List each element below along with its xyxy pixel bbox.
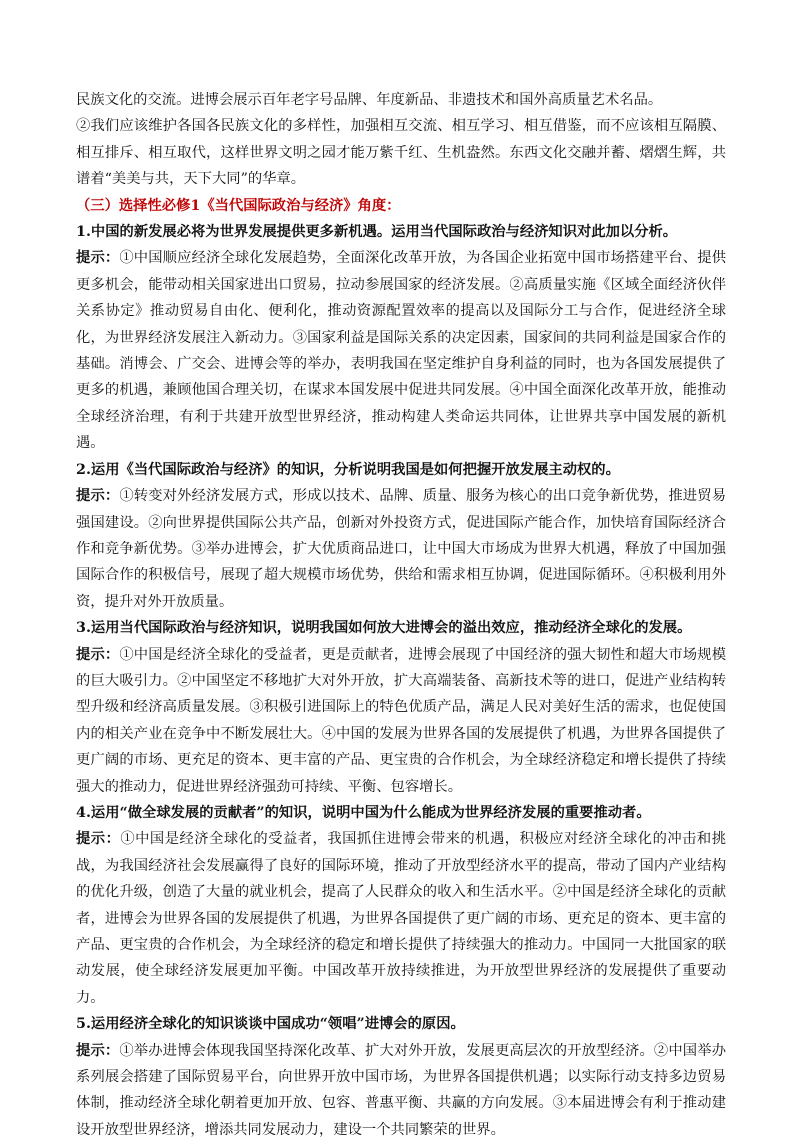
hint-label: 提示： (76, 1042, 120, 1059)
question-4-title: 4.运用“做全球发展的贡献者”的知识，说明中国为什么能成为世界经济发展的重要推动者。 (76, 804, 651, 821)
hint-label: 提示： (76, 831, 121, 848)
question-3-title: 3.运用当代国际政治与经济知识，说明我国如何放大进博会的溢出效应，推动经济全球化的发展。 (76, 620, 692, 637)
question-2-title: 2.运用《当代国际政治与经济》的知识，分析说明我国是如何把握开放发展主动权的。 (76, 461, 620, 478)
answer-text: ①举办进博会体现我国坚持深化改革、扩大对外开放，发展更高层次的开放型经济。②中国举办系列展会搭建了国际贸易平台，向世界开放中国市场，为世界各国提供机遇；以实际行动支持多边贸易体制，推动经济全球化朝着更加开放、包容、普惠平衡、共赢的方向发展。③本届进博会有利于推动建设开放型世界经济，增添共同发展动力，建设一个共同繁荣的世界。 (76, 1042, 726, 1138)
question-4-answer (76, 826, 726, 1011)
question-3-answer (76, 642, 726, 800)
intro-paragraph: ②我们应该维护各国各民族文化的多样性，加强相互交流、相互学习、相互借鉴，而不应该相互隔膜、相互排斥、相互取代，这样世界文明之园才能万紫千红、生机盎然。东西文化交融并蓄、熠熠生辉，共谱着“美美与共，天下大同”的华章。 (76, 118, 726, 188)
question-1-title: 1.中国的新发展必将为世界发展提供更多新机遇。运用当代国际政治与经济知识对此加以分析。 (76, 224, 678, 241)
question-5-title: 5.运用经济全球化的知识谈谈中国成功“领唱”进博会的原因。 (76, 1016, 465, 1033)
section-heading: （三）选择性必修1《当代国际政治与经济》角度： (76, 197, 401, 214)
answer-text: ①中国是经济全球化的受益者，更是贡献者，进博会展现了中国经济的强大韧性和超大市场规模的巨大吸引力。②中国坚定不移地扩大对外开放，扩大高端装备、高新技术等的进口，促进产业结构转型升级和经济高质量发展。③积极引进国际上的特色优质产品，满足人民对美好生活的需求，也促使国内的相关产业在竞争中不断发展壮大。④中国的发展为世界各国的发展提供了机遇，为世界各国提供了更广阔的市场、更充足的资本、更丰富的产品、更宝贵的合作机会，为全球经济稳定和增长提供了持续强大的推动力，促进世界经济强劲可持续、平衡、包容增长。 (76, 646, 726, 795)
hint-label: 提示： (76, 488, 120, 505)
question-1-answer (76, 245, 726, 456)
intro-line: 民族文化的交流。进博会展示百年老字号品牌、年度新品、非遗技术和国外高质量艺术名品。 (76, 92, 663, 108)
hint-label: 提示： (76, 250, 120, 267)
question-2-answer (76, 483, 726, 615)
hint-label: 提示： (76, 646, 120, 663)
question-5-answer (76, 1038, 726, 1143)
document-body (76, 87, 726, 1143)
answer-text: ①转变对外经济发展方式，形成以技术、品牌、质量、服务为核心的出口竞争新优势，推进贸易强国建设。②向世界提供国际公共产品，创新对外投资方式，促进国际产能合作，加快培育国际经济合作和竞争新优势。③举办进博会，扩大优质商品进口，让中国大市场成为世界大机遇，释放了中国加强国际合作的积极信号，展现了超大规模市场优势，供给和需求相互协调，促进国际循环。④积极利用外资，提升对外开放质量。 (76, 488, 726, 610)
answer-text: ①中国顺应经济全球化发展趋势，全面深化改革开放，为各国企业拓宽中国市场搭建平台、提供更多机会，能带动相关国家进出口贸易，拉动参展国家的经济发展。②高质量实施《区域全面经济伙伴关系协定》推动贸易自由化、便利化，推动资源配置效率的提高以及国际分工与合作，促进经济全球化，为世界经济发展注入新动力。③国家利益是国际关系的决定因素，国家间的共同利益是国家合作的基础。消博会、广交会、进博会等的举办，表明我国在坚定维护自身利益的同时，也为各国发展提供了更多的机遇，兼顾他国合理关切，在谋求本国发展中促进共同发展。④中国全面深化改革开放，能推动全球经济治理，有利于共建开放型世界经济，推动构建人类命运共同体，让世界共享中国发展的新机遇。 (76, 250, 726, 452)
answer-text: ①中国是经济全球化的受益者，我国抓住进博会带来的机遇，积极应对经济全球化的冲击和挑战，为我国经济社会发展赢得了良好的国际环境，推动了开放型经济水平的提高，带动了国内产业结构的优化升级，创造了大量的就业机会，提高了人民群众的收入和生活水平。②中国是经济全球化的贡献者，进博会为世界各国的发展提供了机遇，为世界各国提供了更广阔的市场、更充足的资本、更丰富的产品、更宝贵的合作机会，为全球经济的稳定和增长提供了持续强大的推动力。中国同一大批国家的联动发展，使全球经济发展更加平衡。中国改革开放持续推进，为开放型世界经济的发展提供了重要动力。 (76, 831, 727, 1006)
